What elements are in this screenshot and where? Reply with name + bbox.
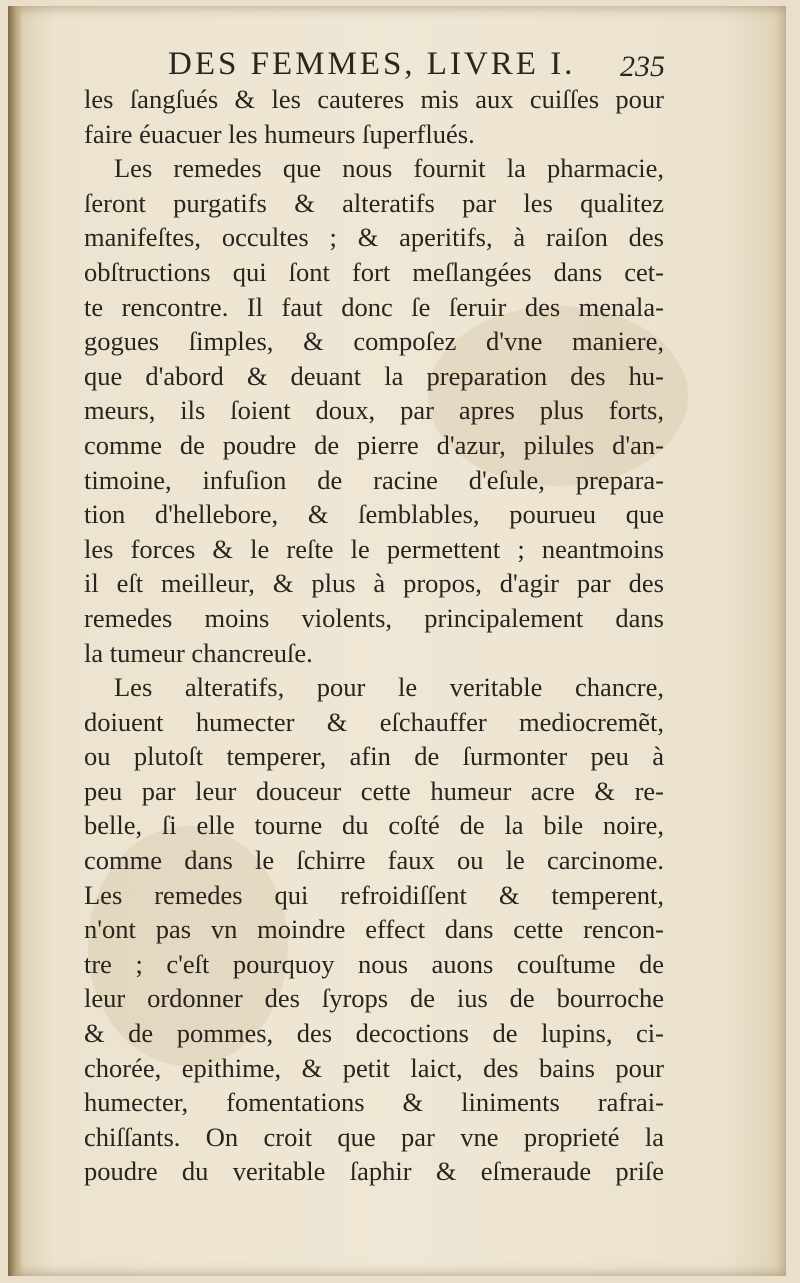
text-line: Les remedes qui refroidiſſent & temperent,	[84, 879, 664, 910]
text-line: remedes moins violents, principalement dans	[84, 602, 664, 633]
text-line: il eſt meilleur, & plus à propos, d'agir par des	[84, 568, 664, 599]
text-line: leur ordonner des ſyrops de ius de bourroche	[84, 983, 664, 1014]
text-line: Les alteratifs, pour le veritable chancre,	[114, 672, 664, 703]
text-line: chiſſants. On croit que par vne proprieté la	[84, 1121, 664, 1152]
body-text	[84, 82, 664, 1189]
text-line: n'ont pas vn moindre effect dans cette rencon-	[84, 914, 664, 945]
text-line: belle, ſi elle tourne du coſté de la bile noire,	[84, 810, 664, 841]
text-line: comme de poudre de pierre d'azur, pilules d'an-	[84, 429, 664, 460]
text-line: gogues ſimples, & compoſez d'vne maniere,	[84, 326, 664, 357]
text-line: peu par leur douceur cette humeur acre & re-	[84, 775, 664, 806]
text-line: que d'abord & deuant la preparation des hu-	[84, 360, 664, 391]
text-line: la tumeur chancreuſe.	[84, 637, 313, 668]
text-line: comme dans le ſchirre faux ou le carcinome.	[84, 845, 664, 876]
text-line: les forces & le reſte le permettent ; neantmoins	[84, 533, 664, 564]
text-line: te rencontre. Il faut donc ſe ſeruir des menala-	[84, 291, 664, 322]
text-line: meurs, ils ſoient doux, par apres plus forts,	[84, 395, 664, 426]
text-line: doiuent humecter & eſchauffer mediocremẽt,	[84, 706, 664, 737]
text-line: ou plutoſt temperer, afin de ſurmonter peu à	[84, 741, 664, 772]
text-line: faire éuacuer les humeurs ſuperflués.	[84, 118, 475, 149]
text-line: tre ; c'eſt pourquoy nous auons couſtume de	[84, 948, 664, 979]
text-line: poudre du veritable ſaphir & eſmeraude priſe	[84, 1156, 664, 1187]
running-head: DES FEMMES, LIVRE I.	[168, 46, 576, 82]
text-line: & de pommes, des decoctions de lupins, ci-	[84, 1018, 664, 1049]
text-line: Les remedes que nous fournit la pharmacie,	[114, 153, 664, 184]
text-line: humecter, fomentations & liniments rafrai-	[84, 1087, 664, 1118]
text-line: chorée, epithime, & petit laict, des bains pour	[84, 1052, 664, 1083]
book-spine-shadow	[8, 6, 22, 1276]
text-line: les ſangſués & les cauteres mis aux cuiſſes pour	[84, 84, 664, 114]
text-line: manifeſtes, occultes ; & aperitifs, à raiſon des	[84, 222, 664, 253]
page-number: 235	[620, 50, 665, 83]
text-line: ſeront purgatifs & alteratifs par les qualitez	[84, 187, 664, 218]
text-line: timoine, infuſion de racine d'eſule, prepara-	[84, 464, 664, 495]
book-page	[8, 6, 786, 1276]
text-line: obſtructions qui ſont fort meſlangées dans cet-	[84, 256, 664, 287]
text-line: tion d'hellebore, & ſemblables, pourueu que	[84, 499, 664, 530]
